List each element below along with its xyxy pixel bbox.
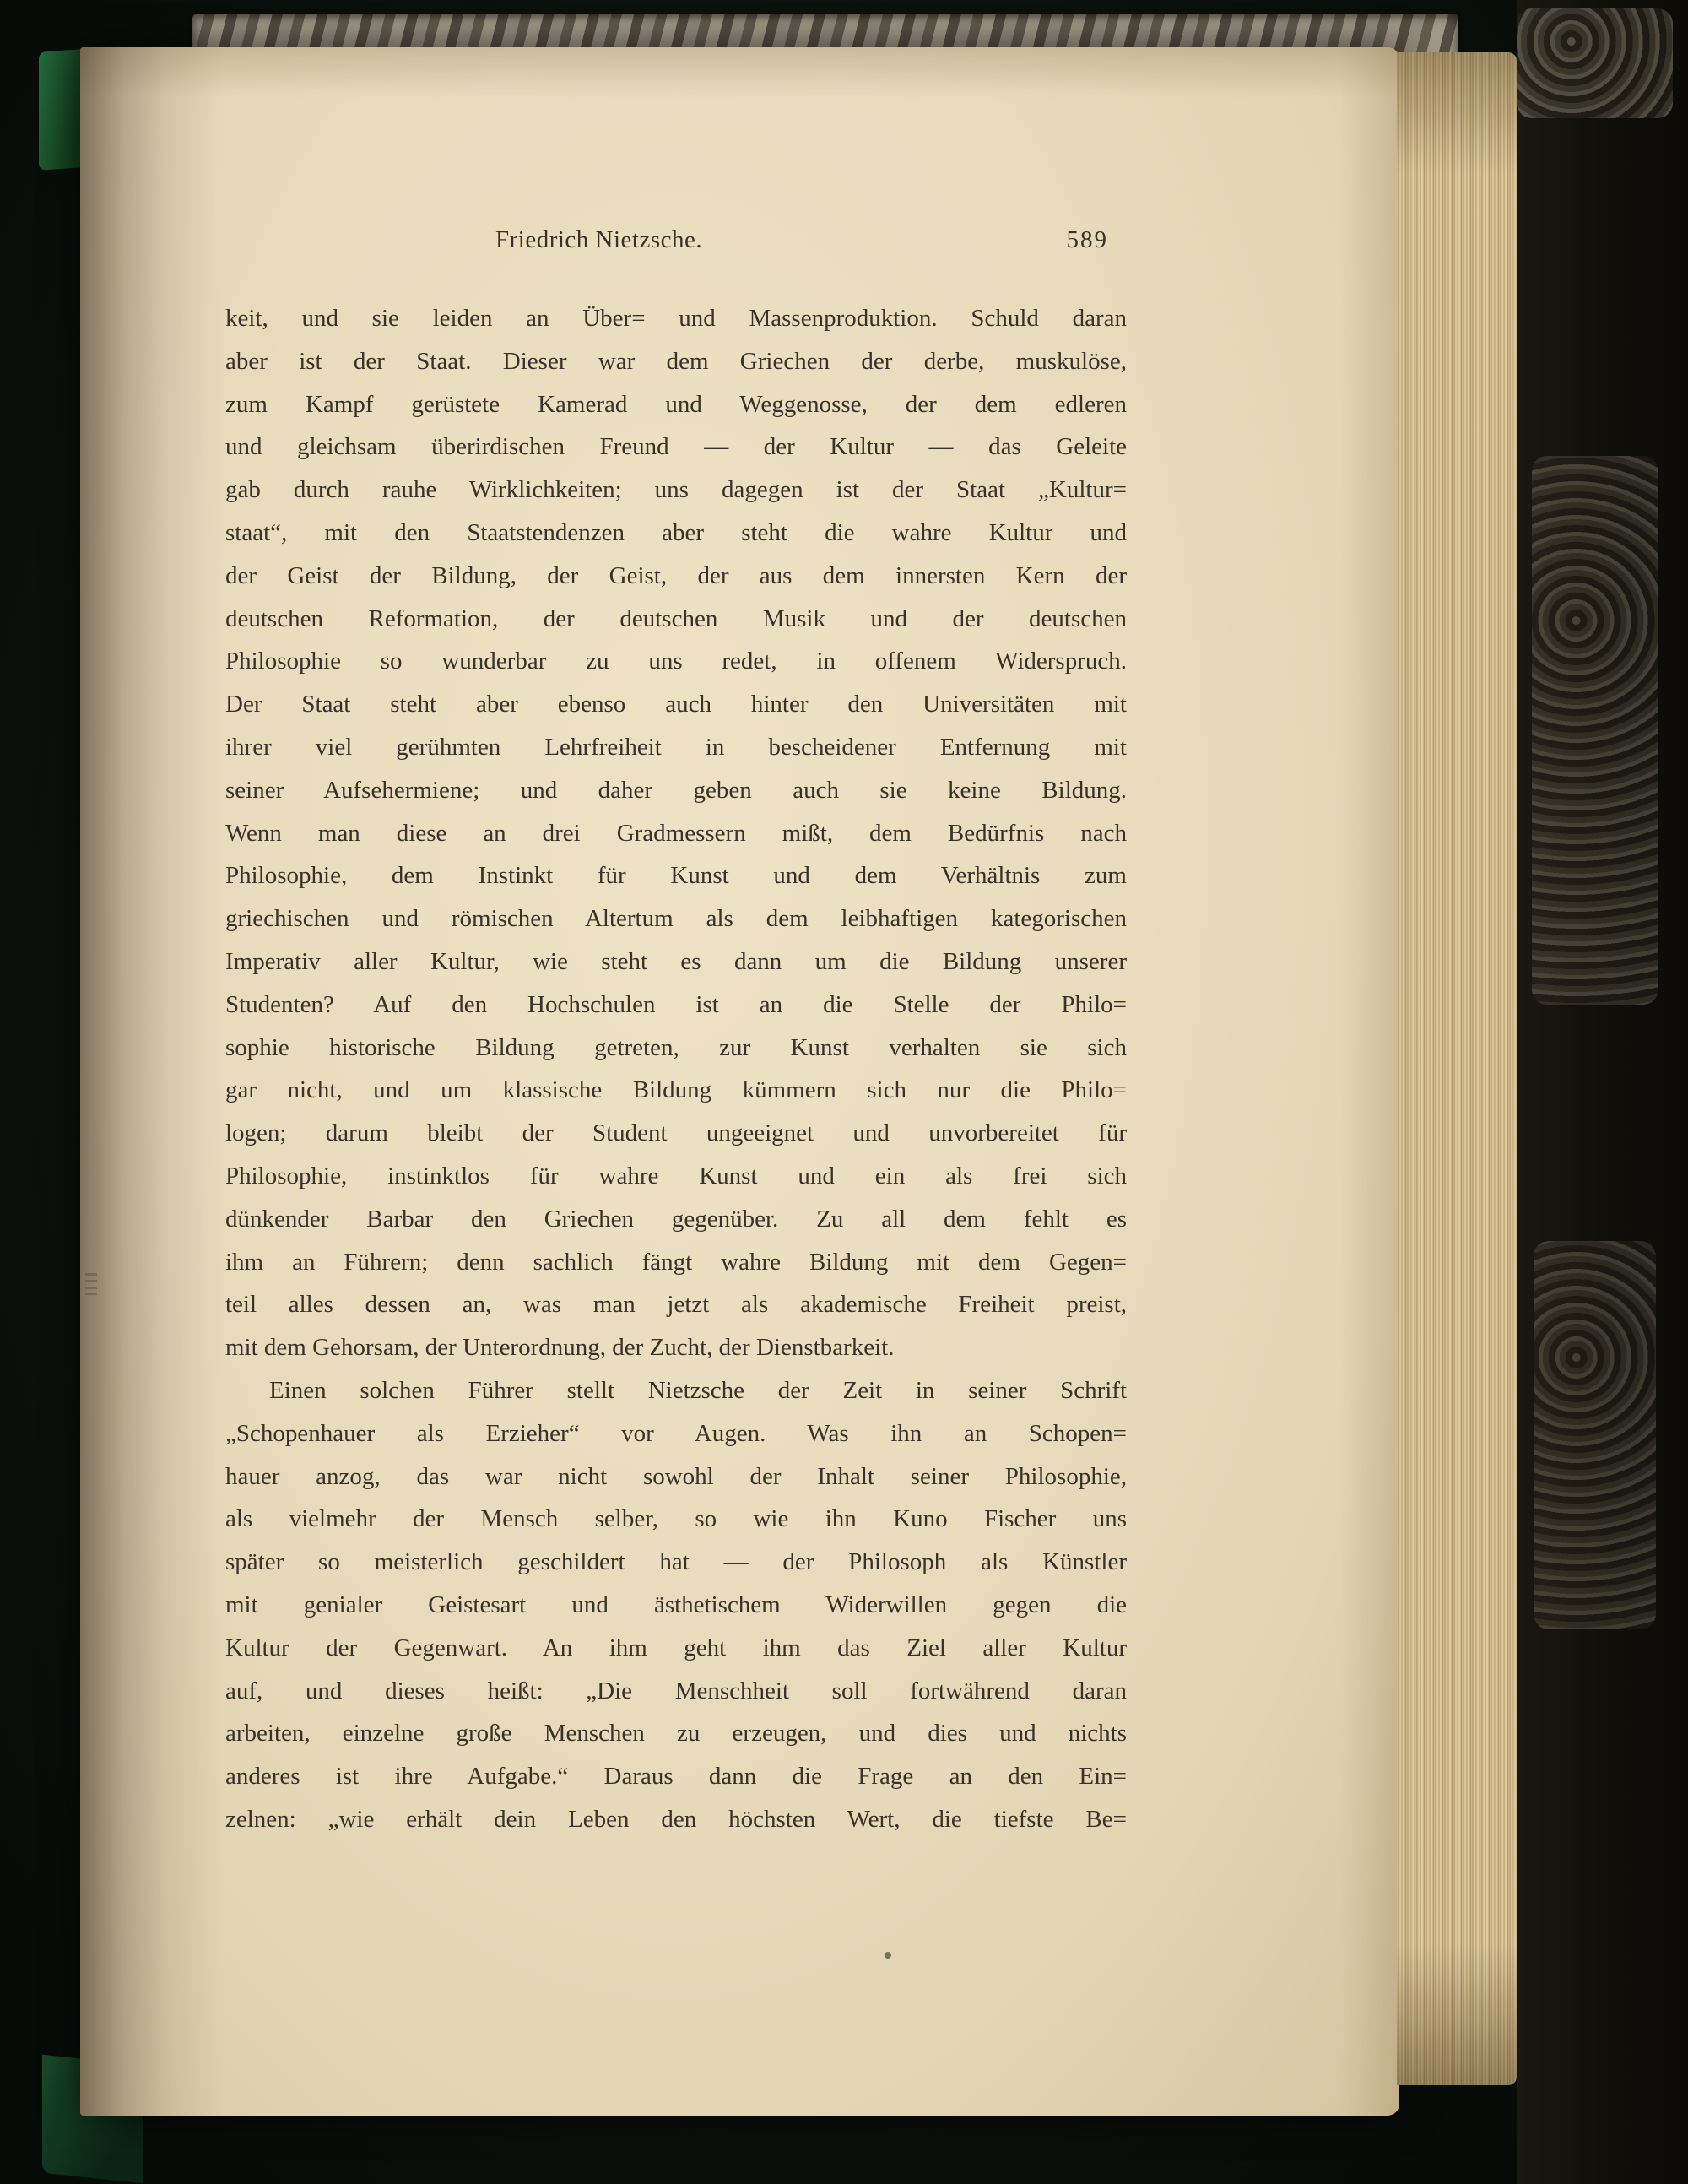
text-line: später so meisterlich geschildert hat — der Philosoph als Künstler — [225, 1548, 1127, 1576]
text-line: ihm an Führern; denn sachlich fängt wahre Bildung mit dem Gegen= — [225, 1248, 1127, 1276]
text-line: deutschen Reformation, der deutschen Musik und der deutschen — [225, 604, 1127, 632]
text-line: Philosophie, instinktlos für wahre Kunst und ein als frei sich — [225, 1162, 1127, 1190]
text-line: zum Kampf gerüstete Kamerad und Weggenosse, der dem edleren — [225, 390, 1127, 418]
running-title: Friedrich Nietzsche. — [495, 226, 703, 253]
gutter-shadow — [80, 47, 224, 2116]
book-page — [80, 47, 1399, 2116]
body-text — [225, 297, 1127, 1841]
text-line: Imperativ aller Kultur, wie steht es dann um die Bildung unserer — [225, 947, 1127, 975]
page-speck — [885, 1952, 891, 1959]
text-line: der Geist der Bildung, der Geist, der aus dem innersten Kern der — [225, 561, 1127, 589]
text-line: keit, und sie leiden an Über= und Massenproduktion. Schuld daran — [225, 305, 1127, 332]
text-line: aber ist der Staat. Dieser war dem Griechen der derbe, muskulöse, — [225, 347, 1127, 375]
text-line: arbeiten, einzelne große Menschen zu erzeugen, und dies und nichts — [225, 1720, 1127, 1748]
book-cover-right — [1517, 0, 1688, 2184]
text-line: staat“, mit den Staatstendenzen aber steht die wahre Kultur und — [225, 518, 1127, 546]
marbled-cover-texture — [1532, 456, 1658, 1005]
text-line: Einen solchen Führer stellt Nietzsche der Zeit in seiner Schrift — [269, 1376, 1127, 1404]
marbled-cover-texture — [1534, 1241, 1656, 1629]
text-line: hauer anzog, das war nicht sowohl der Inhalt seiner Philosophie, — [225, 1462, 1127, 1490]
text-line: mit dem Gehorsam, der Unterordnung, der Zucht, der Dienstbarkeit. — [225, 1334, 895, 1362]
text-line: Philosophie so wunderbar zu uns redet, in offenem Widerspruch. — [225, 648, 1127, 675]
text-line: Der Staat steht aber ebenso auch hinter den Universitäten mit — [225, 691, 1127, 718]
text-line: Wenn man diese an drei Gradmessern mißt, dem Bedürfnis nach — [225, 819, 1127, 847]
page-top-shade — [80, 47, 1399, 98]
page-header — [225, 226, 1127, 260]
text-line: „Schopenhauer als Erzieher“ vor Augen. Was ihn an Schopen= — [225, 1419, 1127, 1447]
page-content — [225, 226, 1127, 1841]
text-line: teil alles dessen an, was man jetzt als akademische Freiheit preist, — [225, 1291, 1127, 1319]
text-line: Philosophie, dem Instinkt für Kunst und dem Verhältnis zum — [225, 862, 1127, 890]
text-line: sophie historische Bildung getreten, zur Kunst verhalten sie sich — [225, 1033, 1127, 1061]
text-line: zelnen: „wie erhält dein Leben den höchsten Wert, die tiefste Be= — [225, 1805, 1127, 1833]
page-fore-edge — [1397, 52, 1517, 2085]
text-line: ihrer viel gerühmten Lehrfreiheit in bescheidener Entfernung mit — [225, 733, 1127, 761]
text-line: als vielmehr der Mensch selber, so wie ihn Kuno Fischer uns — [225, 1505, 1127, 1533]
text-line: gar nicht, und um klassische Bildung kümmern sich nur die Philo= — [225, 1076, 1127, 1104]
binding-cloth-top — [39, 49, 83, 171]
text-line: Studenten? Auf den Hochschulen ist an die Stelle der Philo= — [225, 990, 1127, 1018]
page-blemish-mark — [85, 1273, 97, 1295]
text-line: mit genialer Geistesart und ästhetischem Widerwillen gegen die — [225, 1591, 1127, 1618]
text-line: seiner Aufsehermiene; und daher geben auch sie keine Bildung. — [225, 776, 1127, 804]
text-line: gab durch rauhe Wirklichkeiten; uns dagegen ist der Staat „Kultur= — [225, 476, 1127, 504]
text-line: logen; darum bleibt der Student ungeeignet und unvorbereitet für — [225, 1119, 1127, 1147]
text-line: dünkender Barbar den Griechen gegenüber. Zu all dem fehlt es — [225, 1205, 1127, 1233]
text-line: und gleichsam überirdischen Freund — der Kultur — das Geleite — [225, 433, 1127, 461]
text-line: Kultur der Gegenwart. An ihm geht ihm das Ziel aller Kultur — [225, 1634, 1127, 1661]
page-right-shade — [1340, 47, 1399, 2116]
text-line: griechischen und römischen Altertum als dem leibhaftigen kategorischen — [225, 905, 1127, 933]
page-number: 589 — [1066, 226, 1108, 253]
marbled-cover-texture — [1517, 8, 1673, 118]
text-line: auf, und dieses heißt: „Die Menschheit soll fortwährend daran — [225, 1677, 1127, 1704]
text-line: anderes ist ihre Aufgabe.“ Daraus dann die Frage an den Ein= — [225, 1763, 1127, 1791]
